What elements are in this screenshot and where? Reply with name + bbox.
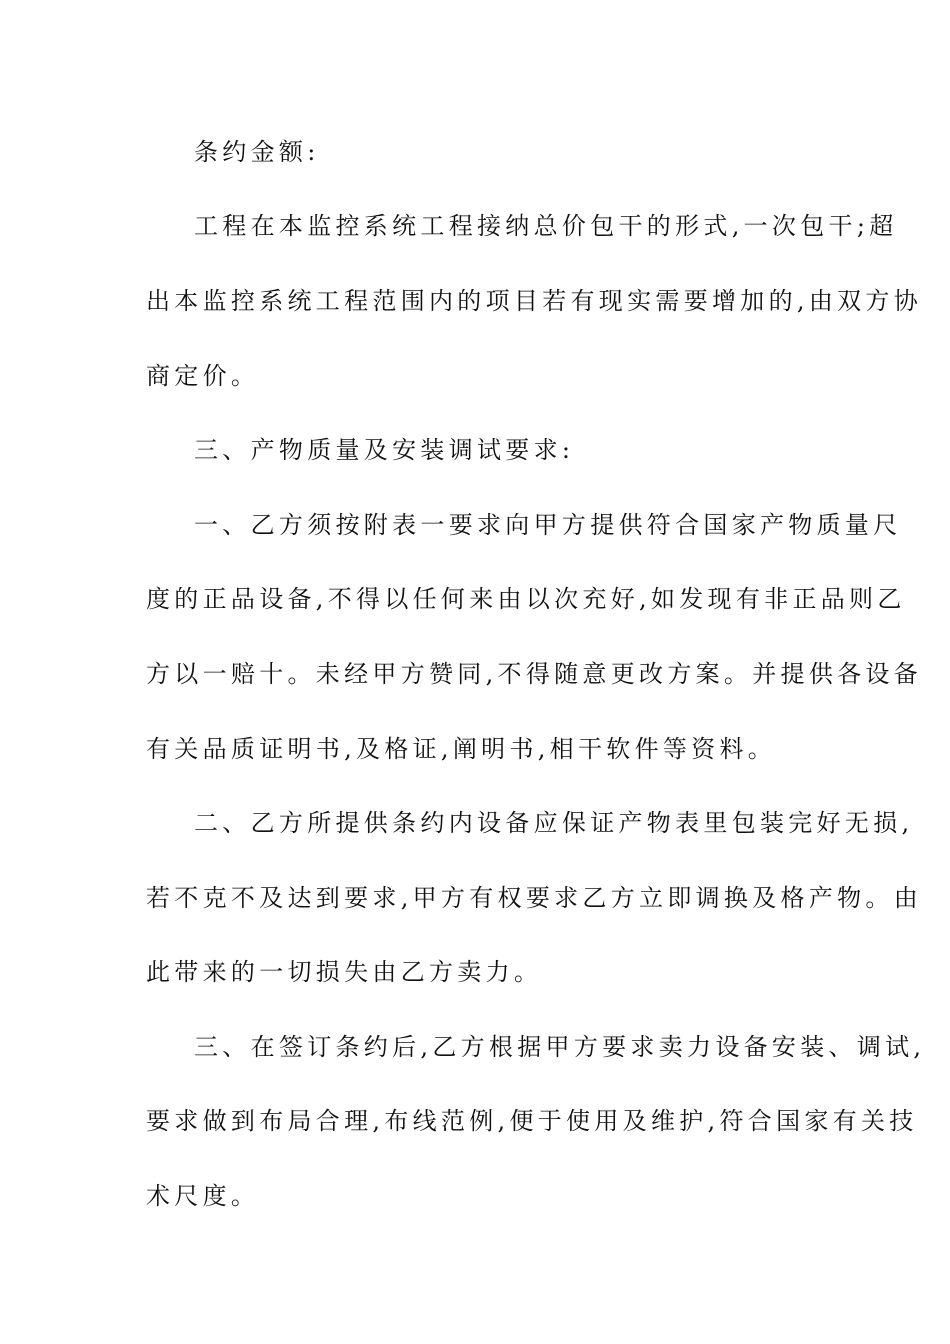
clause-three-line-3: 术尺度。 bbox=[146, 1182, 260, 1210]
clause-two-line-1: 二、乙方所提供条约内设备应保证产物表里包装完好无损, bbox=[194, 809, 914, 837]
contract-amount-line-2: 出本监控系统工程范围内的项目若有现实需要增加的,由双方协 bbox=[146, 287, 923, 315]
clause-one-line-1: 一、乙方须按附表一要求向甲方提供符合国家产物质量尺 bbox=[194, 511, 902, 539]
contract-amount-heading: 条约金额: bbox=[194, 138, 320, 166]
contract-amount-line-1: 工程在本监控系统工程接纳总价包干的形式,一次包干;超 bbox=[194, 212, 898, 240]
clause-two-line-3: 此带来的一切损失由乙方卖力。 bbox=[146, 958, 543, 986]
clause-one-line-3: 方以一赔十。未经甲方赞同,不得随意更改方案。并提供各设备 bbox=[146, 660, 923, 688]
clause-two-line-2: 若不克不及达到要求,甲方有权要求乙方立即调换及格产物。由 bbox=[146, 884, 923, 912]
clause-three-line-1: 三、在签订条约后,乙方根据甲方要求卖力设备安装、调试, bbox=[194, 1033, 926, 1061]
clause-three-line-2: 要求做到布局合理,布线范例,便于使用及维护,符合国家有关技 bbox=[146, 1107, 918, 1135]
clause-one-line-2: 度的正品设备,不得以任何来由以次充好,如发现有非正品则乙 bbox=[146, 585, 906, 613]
contract-amount-line-3: 商定价。 bbox=[146, 362, 260, 390]
clause-one-line-4: 有关品质证明书,及格证,阐明书,相干软件等资料。 bbox=[146, 735, 777, 763]
section-three-heading: 三、产物质量及安装调试要求: bbox=[194, 436, 575, 464]
